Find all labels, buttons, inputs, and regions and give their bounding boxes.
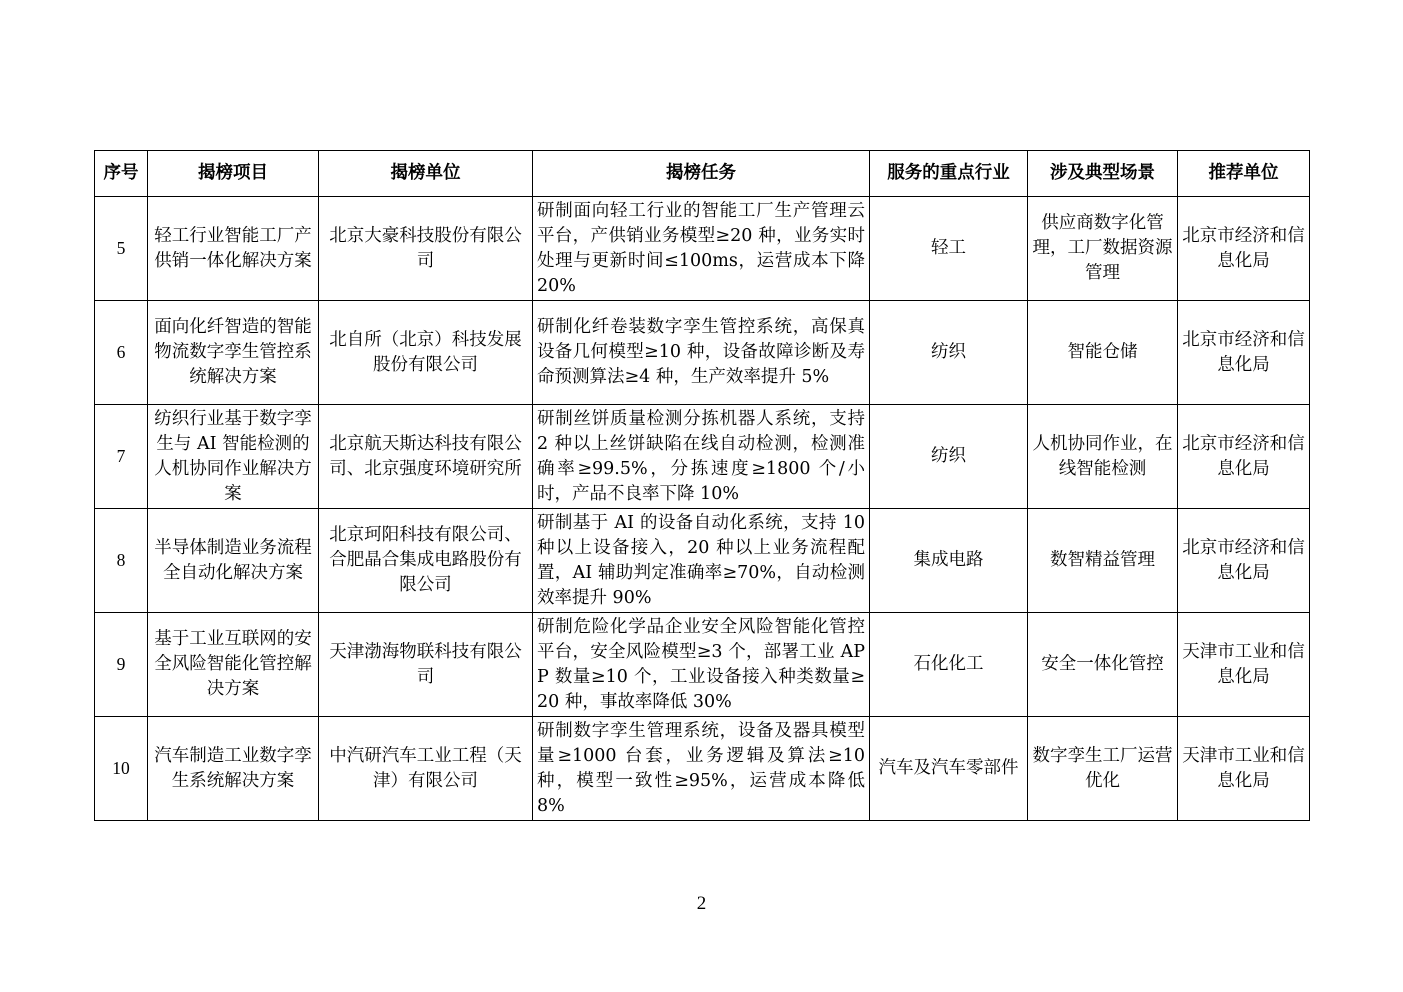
table-row <box>95 405 1310 509</box>
row-task: 研制基于 AI 的设备自动化系统，支持 10 种以上设备接入，20 种以上业务流程配置，AI 辅助判定准确率≥70%，自动检测效率提升 90% <box>533 509 870 613</box>
row-index: 9 <box>95 613 148 717</box>
project-table <box>94 150 1310 821</box>
row-unit: 北京航天斯达科技有限公司、北京强度环境研究所 <box>319 405 533 509</box>
row-scene: 数智精益管理 <box>1028 509 1178 613</box>
row-scene: 智能仓储 <box>1028 301 1178 405</box>
header-recommender: 推荐单位 <box>1178 151 1310 197</box>
row-project: 汽车制造工业数字孪生系统解决方案 <box>148 717 319 821</box>
row-scene: 安全一体化管控 <box>1028 613 1178 717</box>
row-recommender: 北京市经济和信息化局 <box>1178 509 1310 613</box>
row-project: 纺织行业基于数字孪生与 AI 智能检测的人机协同作业解决方案 <box>148 405 319 509</box>
row-unit: 北京大豪科技股份有限公司 <box>319 197 533 301</box>
table-row <box>95 509 1310 613</box>
row-scene: 供应商数字化管理，工厂数据资源管理 <box>1028 197 1178 301</box>
row-recommender: 天津市工业和信息化局 <box>1178 717 1310 821</box>
row-task: 研制化纤卷装数字孪生管控系统，高保真设备几何模型≥10 种，设备故障诊断及寿命预测算法≥4 种，生产效率提升 5% <box>533 301 870 405</box>
row-industry: 集成电路 <box>870 509 1028 613</box>
row-task: 研制危险化学品企业安全风险智能化管控平台，安全风险模型≥3 个，部署工业 APP 数量≥10 个，工业设备接入种类数量≥20 种，事故率降低 30% <box>533 613 870 717</box>
row-unit: 北自所（北京）科技发展股份有限公司 <box>319 301 533 405</box>
row-project: 基于工业互联网的安全风险智能化管控解决方案 <box>148 613 319 717</box>
table-header-row <box>95 151 1310 197</box>
row-task: 研制数字孪生管理系统，设备及器具模型量≥1000 台套，业务逻辑及算法≥10 种，模型一致性≥95%，运营成本降低 8% <box>533 717 870 821</box>
table-row <box>95 613 1310 717</box>
row-index: 7 <box>95 405 148 509</box>
row-unit: 天津渤海物联科技有限公司 <box>319 613 533 717</box>
table-row <box>95 717 1310 821</box>
row-unit: 中汽研汽车工业工程（天津）有限公司 <box>319 717 533 821</box>
row-task: 研制丝饼质量检测分拣机器人系统，支持 2 种以上丝饼缺陷在线自动检测，检测准确率≥99.5%，分拣速度≥1800 个/小时，产品不良率下降 10% <box>533 405 870 509</box>
row-index: 10 <box>95 717 148 821</box>
row-scene: 人机协同作业，在线智能检测 <box>1028 405 1178 509</box>
table-row <box>95 301 1310 405</box>
row-recommender: 北京市经济和信息化局 <box>1178 197 1310 301</box>
row-industry: 纺织 <box>870 405 1028 509</box>
row-industry: 石化化工 <box>870 613 1028 717</box>
row-project: 面向化纤智造的智能物流数字孪生管控系统解决方案 <box>148 301 319 405</box>
row-recommender: 北京市经济和信息化局 <box>1178 301 1310 405</box>
header-task: 揭榜任务 <box>533 151 870 197</box>
row-unit: 北京珂阳科技有限公司、合肥晶合集成电路股份有限公司 <box>319 509 533 613</box>
header-scene: 涉及典型场景 <box>1028 151 1178 197</box>
row-task: 研制面向轻工行业的智能工厂生产管理云平台，产供销业务模型≥20 种，业务实时处理与更新时间≤100ms，运营成本下降 20% <box>533 197 870 301</box>
row-index: 8 <box>95 509 148 613</box>
row-industry: 轻工 <box>870 197 1028 301</box>
row-scene: 数字孪生工厂运营优化 <box>1028 717 1178 821</box>
page-number: 2 <box>696 893 707 914</box>
header-project: 揭榜项目 <box>148 151 319 197</box>
table-row <box>95 197 1310 301</box>
header-unit: 揭榜单位 <box>319 151 533 197</box>
row-recommender: 天津市工业和信息化局 <box>1178 613 1310 717</box>
row-industry: 纺织 <box>870 301 1028 405</box>
row-recommender: 北京市经济和信息化局 <box>1178 405 1310 509</box>
row-industry: 汽车及汽车零部件 <box>870 717 1028 821</box>
header-industry: 服务的重点行业 <box>870 151 1028 197</box>
header-index: 序号 <box>95 151 148 197</box>
row-index: 6 <box>95 301 148 405</box>
row-project: 轻工行业智能工厂产供销一体化解决方案 <box>148 197 319 301</box>
row-project: 半导体制造业务流程全自动化解决方案 <box>148 509 319 613</box>
row-index: 5 <box>95 197 148 301</box>
